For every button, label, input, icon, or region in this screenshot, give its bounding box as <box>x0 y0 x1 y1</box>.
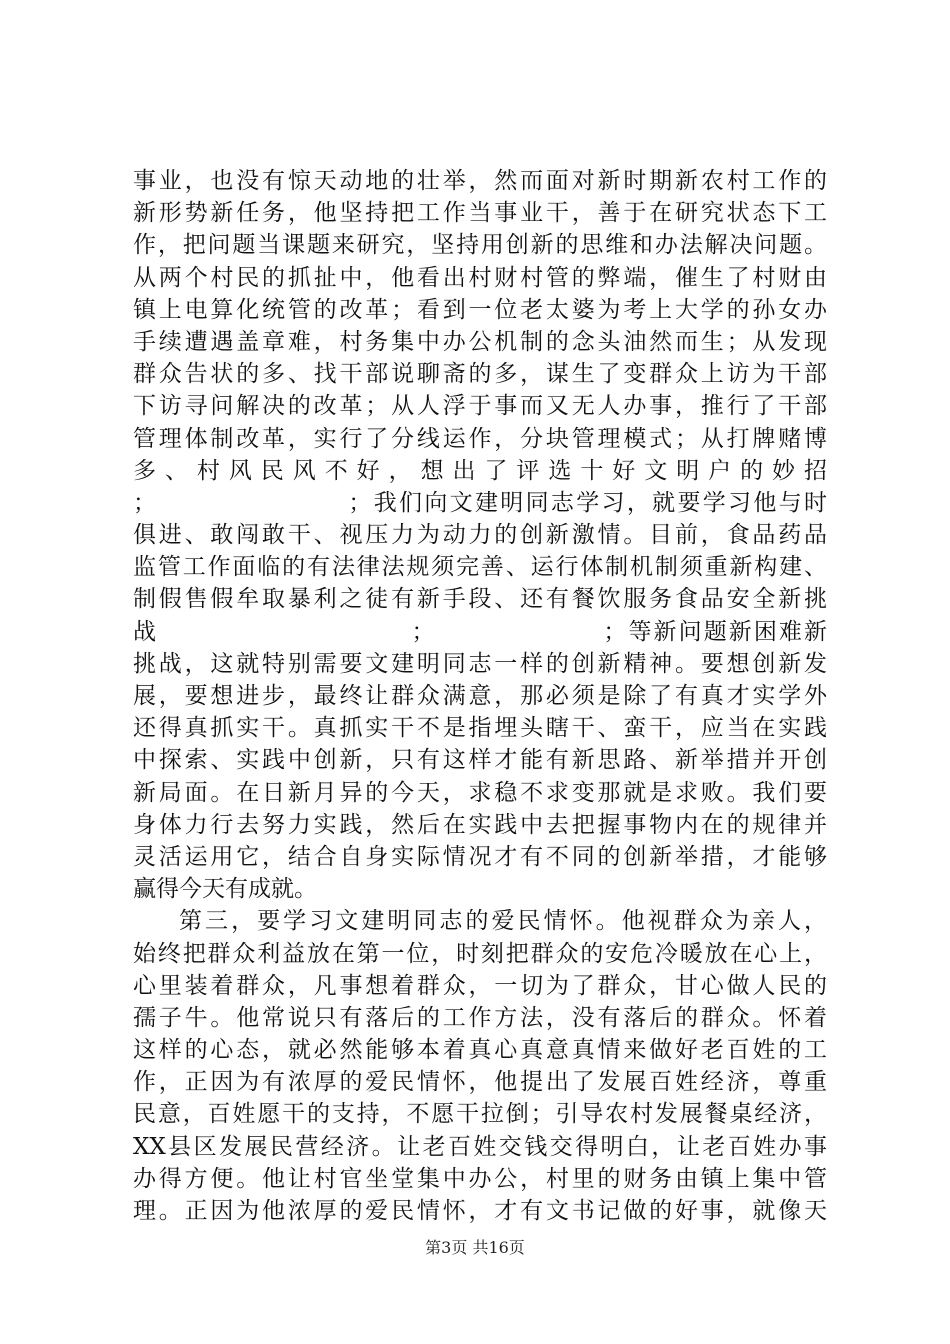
text-line: 事业，也没有惊天动地的壮举，然而面对新时期新农村工作的 <box>133 168 827 194</box>
text-line: 镇上电算化统管的改革；看到一位老太婆为考上大学的孙女办 <box>133 296 827 323</box>
text-line: 俱进、敢闯敢干、视压力为动力的创新激情。目前，食品药品 <box>133 522 827 549</box>
text-line: 监管工作面临的有法律法规须完善、运行体制机制须重新构建、 <box>133 554 827 581</box>
text-line: 中探索、实践中创新，只有这样才能有新思路、新举措并开创 <box>133 747 827 774</box>
text-line: 心里装着群众，凡事想着群众，一切为了群众，甘心做人民的 <box>133 972 827 999</box>
text-line: 从两个村民的抓扯中，他看出村财村管的弊端，催生了村财由 <box>133 264 827 291</box>
text-line: ； ；我们向文建明同志学习，就要学习他与时 <box>133 489 827 516</box>
text-line: 这样的心态，就必然能够本着真心真意真情来做好老百姓的工 <box>133 1037 827 1064</box>
text-line: 展，要想进步，最终让群众满意，那必须是除了有真才实学外 <box>133 683 827 709</box>
page-number-footer: 第3页 共16页 <box>425 1238 525 1257</box>
text-line: 身体力行去努力实践，然后在实践中去把握事物内在的规律并 <box>133 811 827 838</box>
text-line: 孺子牛。他常说只有落后的工作方法，没有落后的群众。怀着 <box>133 1004 827 1031</box>
text-line: 还得真抓实干。真抓实干不是指埋头瞎干、蛮干，应当在实践 <box>133 715 827 742</box>
text-line: 民意，百姓愿干的支持，不愿干拉倒；引导农村发展餐桌经济， <box>133 1101 827 1128</box>
text-line: 制假售假牟取暴利之徒有新手段、还有餐饮服务食品安全新挑 <box>133 586 827 613</box>
text-line: 新局面。在日新月异的今天，求稳不求变那就是求败。我们要 <box>133 779 827 806</box>
text-line: 管理体制改革，实行了分线运作，分块管理模式；从打牌赌博 <box>133 425 827 452</box>
text-line: 挑战，这就特别需要文建明同志一样的创新精神。要想创新发 <box>133 650 827 677</box>
text-line: 作，正因为有浓厚的爱民情怀，他提出了发展百姓经济，尊重 <box>133 1069 827 1096</box>
text-line: 作，把问题当课题来研究，坚持用创新的思维和办法解决问题。 <box>133 232 827 259</box>
text-line: 灵活运用它，结合自身实际情况才有不同的创新举措，才能够 <box>133 843 827 870</box>
text-line: XX县区发展民营经济。让老百姓交钱交得明白，让老百姓办事 <box>133 1133 827 1160</box>
text-line: 下访寻问解决的改革；从人浮于事而又无人办事，推行了干部 <box>133 393 827 420</box>
text-line: 赢得今天有成就。 <box>133 876 317 903</box>
text-line: 理。正因为他浓厚的爱民情怀，才有文书记做的好事，就像天 <box>133 1198 827 1224</box>
text-line: 战 ； ；等新问题新困难新 <box>133 618 827 645</box>
body-text <box>133 165 827 1227</box>
text-line: 办得方便。他让村官坐堂集中办公，村里的财务由镇上集中管 <box>133 1165 827 1192</box>
paragraph-first-line: 第三，要学习文建明同志的爱民情怀。他视群众为亲人， <box>179 908 827 935</box>
text-line: 新形势新任务，他坚持把工作当事业干，善于在研究状态下工 <box>133 200 827 227</box>
text-line: 手续遭遇盖章难，村务集中办公机制的念头油然而生；从发现 <box>133 328 827 355</box>
text-line: 始终把群众利益放在第一位，时刻把群众的安危冷暖放在心上， <box>133 940 827 967</box>
text-line: 多、村风民风不好，想出了评选十好文明户的妙招 <box>133 457 827 484</box>
text-line: 群众告状的多、找干部说聊斋的多，谋生了变群众上访为干部 <box>133 361 827 388</box>
